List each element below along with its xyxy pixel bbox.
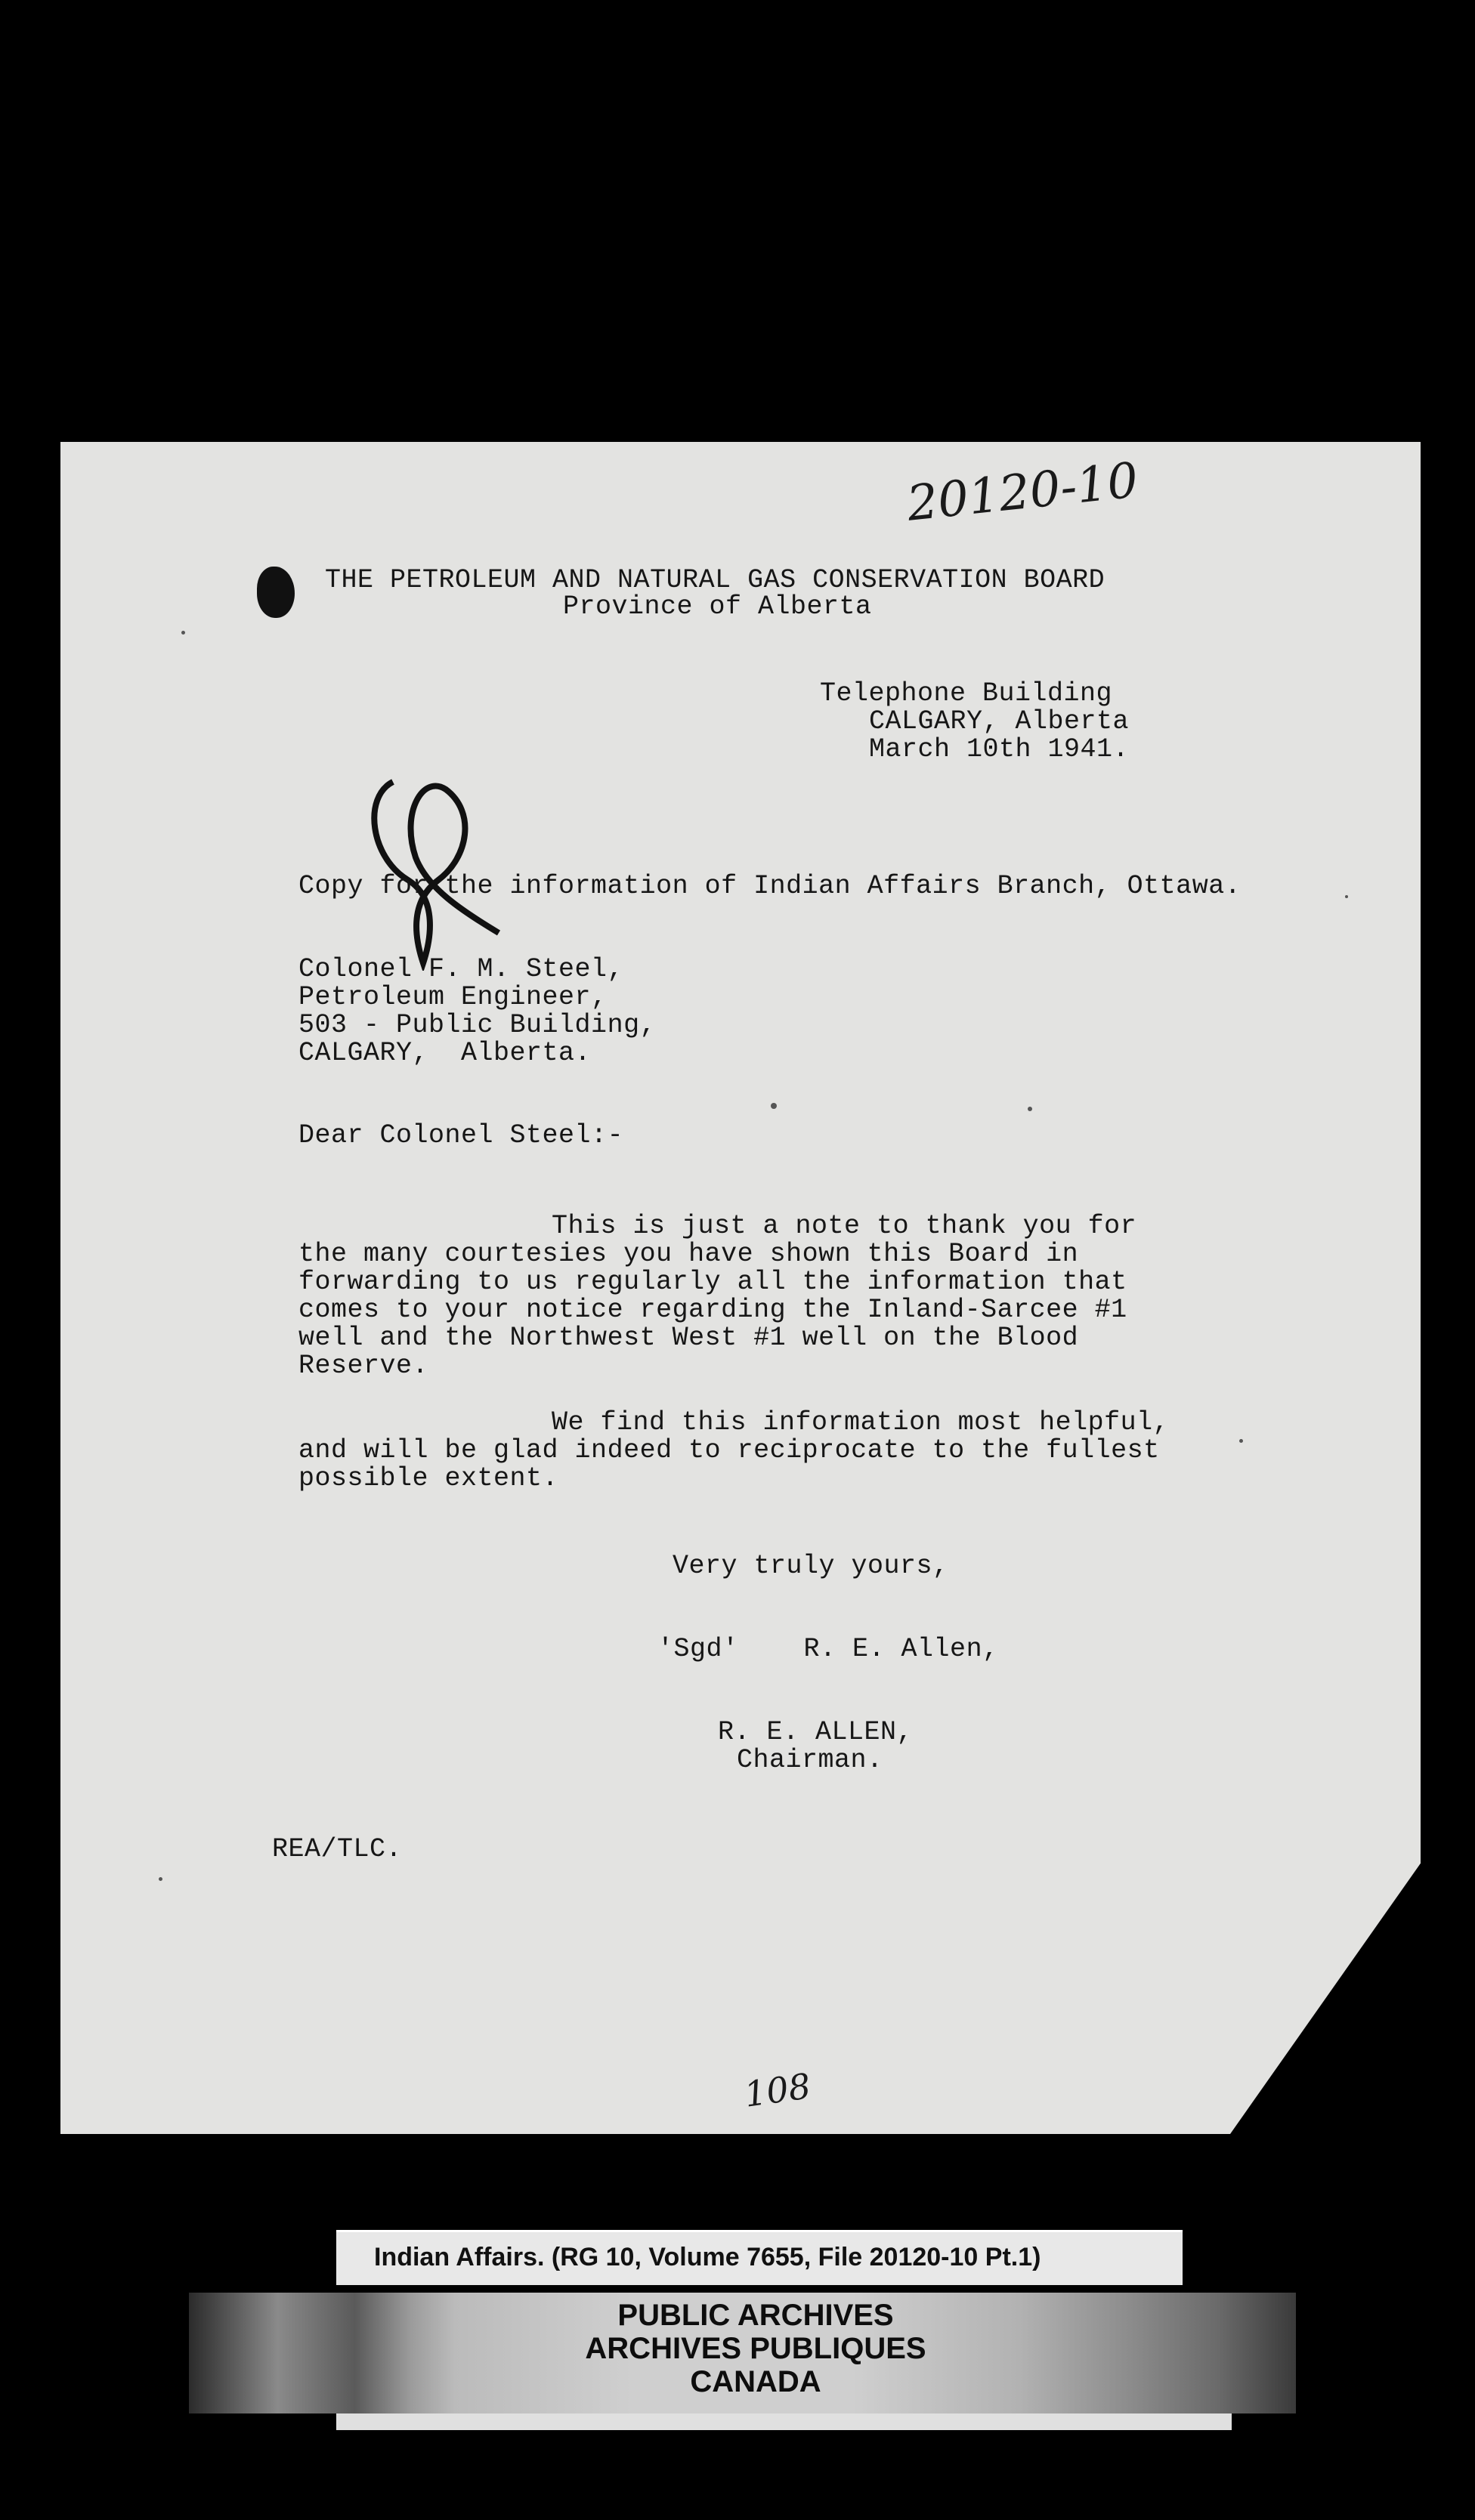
signatory-name: R. E. ALLEN,: [718, 1717, 914, 1747]
archive-label-text: Indian Affairs. (RG 10, Volume 7655, File 20120-10 Pt.1): [374, 2243, 1041, 2271]
paragraph1-line: comes to your notice regarding the Inland-Sarcee #1: [298, 1295, 1127, 1325]
address-line1: Telephone Building: [820, 678, 1113, 709]
paragraph1-line: the many courtesies you have shown this Board in: [298, 1239, 1079, 1269]
archive-stamp-text: [521, 2299, 990, 2398]
bottom-strip: [336, 2413, 1232, 2430]
paper-speck: [159, 1877, 162, 1881]
salutation: Dear Colonel Steel:-: [298, 1120, 624, 1150]
paragraph2-line: possible extent.: [298, 1463, 559, 1493]
stamp-line3: CANADA: [690, 2365, 821, 2398]
letter-date: March 10th 1941.: [869, 734, 1130, 764]
closing: Very truly yours,: [673, 1551, 949, 1581]
file-number-handwritten: 20120-10: [904, 452, 1141, 533]
handwritten-initials: [348, 767, 514, 971]
paper-speck: [1239, 1439, 1243, 1443]
paragraph1-line: forwarding to us regularly all the information that: [298, 1267, 1127, 1297]
archive-label: [336, 2230, 1183, 2285]
copy-note: Copy for the information of Indian Affairs Branch, Ottawa.: [298, 871, 1242, 901]
ink-blot: [257, 567, 295, 618]
paragraph1-line: Reserve.: [298, 1351, 429, 1381]
paper-speck: [181, 631, 185, 635]
letterhead-org: THE PETROLEUM AND NATURAL GAS CONSERVATION BOARD: [325, 565, 1105, 595]
stamp-line1: PUBLIC ARCHIVES: [617, 2299, 894, 2332]
archive-stamp: [189, 2293, 1296, 2413]
paper-speck: [1028, 1107, 1032, 1111]
recipient-name: Colonel F. M. Steel,: [298, 954, 624, 984]
paragraph2-line: We find this information most helpful,: [552, 1407, 1170, 1438]
paragraph1-line: well and the Northwest West #1 well on the Blood: [298, 1323, 1079, 1353]
address-line2: CALGARY, Alberta: [869, 706, 1130, 737]
paper-speck: [771, 1103, 777, 1109]
paper-speck: [1345, 895, 1348, 898]
stamp-line2: ARCHIVES PUBLIQUES: [585, 2332, 926, 2365]
paragraph1-line: This is just a note to thank you for: [552, 1211, 1137, 1241]
recipient-title: Petroleum Engineer,: [298, 982, 608, 1012]
paragraph2-line: and will be glad indeed to reciprocate to the fullest: [298, 1435, 1160, 1465]
recipient-city: CALGARY, Alberta.: [298, 1038, 592, 1068]
recipient-address: 503 - Public Building,: [298, 1010, 657, 1040]
page-number-handwritten: 108: [741, 2065, 814, 2115]
signed-line: 'Sgd' R. E. Allen,: [657, 1634, 999, 1664]
reference-initials: REA/TLC.: [272, 1834, 403, 1864]
signatory-title: Chairman.: [737, 1745, 883, 1775]
letterhead-province: Province of Alberta: [563, 591, 872, 622]
